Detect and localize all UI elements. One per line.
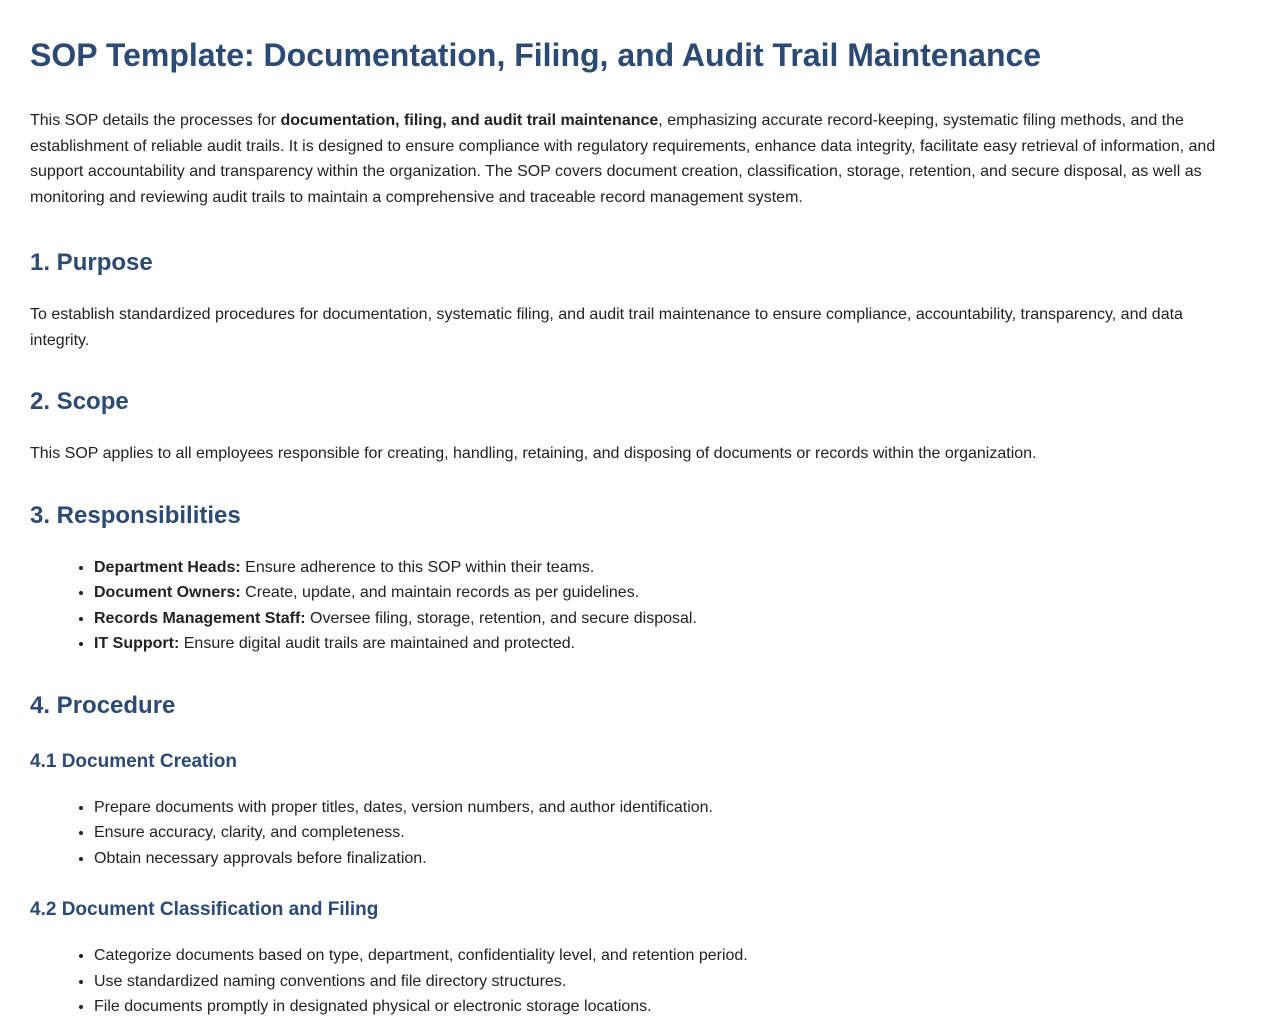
list-item: • Categorize documents based on type, department, confidentiality level, and retention period. — [94, 943, 1233, 969]
procedure-subheading-creation: 4.1 Document Creation — [30, 750, 237, 772]
scope-text: This SOP applies to all employees responsible for creating, handling, retaining, and disposing of documents or records within the organization. — [30, 445, 1037, 462]
role-description: Ensure digital audit trails are maintained and protected. — [179, 635, 576, 652]
role-label: Records Management Staff: — [94, 609, 306, 627]
scope-heading: 2. Scope — [30, 388, 129, 415]
purpose-text: To establish standardized procedures for documentation, systematic filing, and audit trail maintenance to ensure compliance, accountability, transparency, and data integrity. — [30, 306, 1183, 349]
role-label: IT Support: — [94, 635, 180, 652]
procedure-subheading-classification: 4.2 Document Classification and Filing — [30, 899, 379, 920]
classification-list — [30, 943, 1233, 1020]
list-item — [94, 606, 1233, 632]
creation-list — [30, 795, 1233, 872]
list-item: • Ensure accuracy, clarity, and completeness. — [94, 820, 1233, 846]
role-label: Document Owners: — [94, 584, 241, 601]
procedure-heading: 4. Procedure — [30, 691, 176, 719]
intro-text-bold: documentation, filing, and audit trail maintenance — [280, 112, 659, 129]
purpose-heading: 1. Purpose — [30, 249, 153, 276]
intro-text-end: , emphasizing accurate record-keeping, systematic filing methods, and the establishment of reliable audit trails. It is designed to ensure compliance with regulatory requirements, enhance data integrity, facilitate easy retrieval of information, and support accountability and transparency within the organization. The SOP covers document creation, classification, storage, retention, and secure disposal, as well as monitoring and reviewing audit trails to maintain a comprehensive and traceable record management system. — [30, 112, 1216, 206]
role-description: Create, update, and maintain records as per guidelines. — [240, 584, 640, 601]
role-label: Department Heads: — [94, 558, 241, 576]
role-description: Ensure adherence to this SOP within their teams. — [240, 558, 595, 576]
list-item — [94, 555, 1233, 581]
list-item: • File documents promptly in designated physical or electronic storage locations. — [94, 994, 1233, 1020]
role-description: Oversee filing, storage, retention, and secure disposal. — [305, 609, 697, 627]
page-title: SOP Template: Documentation, Filing, and Audit Trail Maintenance — [30, 37, 1042, 73]
intro-text-start: This SOP details the processes for — [30, 112, 281, 129]
responsibilities-list — [30, 555, 1233, 657]
list-item: • Prepare documents with proper titles, dates, version numbers, and author identification. — [94, 795, 1233, 821]
intro-paragraph — [30, 108, 1233, 210]
list-item: • Obtain necessary approvals before finalization. — [94, 846, 1233, 872]
list-item: • Use standardized naming conventions and file directory structures. — [94, 969, 1233, 995]
responsibilities-heading: 3. Responsibilities — [30, 501, 241, 529]
list-item — [94, 580, 1233, 606]
list-item — [94, 631, 1233, 657]
